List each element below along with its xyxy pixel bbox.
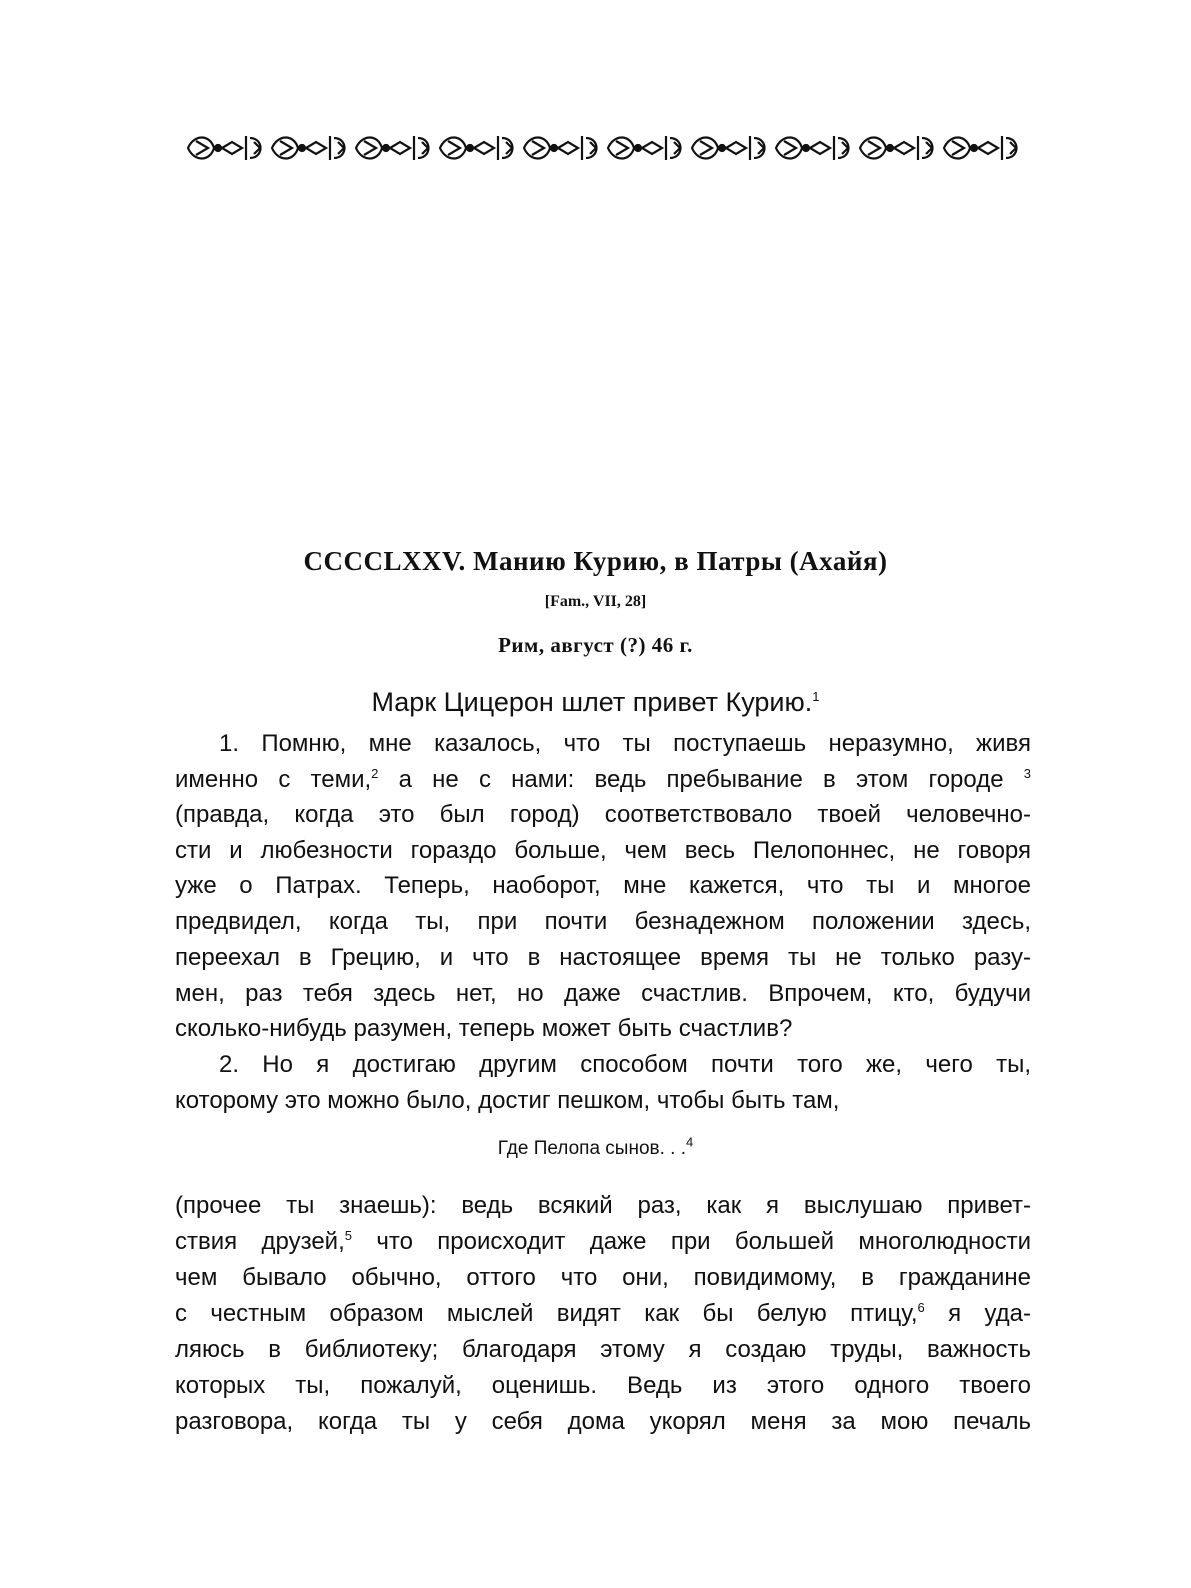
text-line: сколько-нибудь разумен, теперь может быть счастлив?: [175, 1015, 793, 1042]
text-line: [175, 1299, 1031, 1329]
footnote-marker: 2: [371, 766, 379, 781]
text-line: уже о Патрах. Теперь, наоборот, мне кажется, что ты и многое: [175, 872, 1031, 899]
text-fragment: я уда-: [948, 1300, 1031, 1327]
text-fragment: именно с теми,: [175, 766, 372, 793]
verse-quote: [160, 1134, 1031, 1160]
text-line: которому это можно было, достиг пешком, чтобы быть там,: [175, 1087, 840, 1114]
text-line: переехал в Грецию, и что в настоящее время ты не только разу-: [175, 944, 1031, 971]
text-fragment: ствия друзей,: [175, 1228, 345, 1255]
text-line: сти и любезности гораздо больше, чем весь Пелопоннес, не говоря: [175, 837, 1031, 864]
salutation-text: Марк Цицерон шлет привет Курию.: [371, 687, 813, 717]
text-line: разговора, когда ты у себя дома укорял меня за мою печаль: [175, 1408, 1031, 1435]
dateline: Рим, август (?) 46 г.: [498, 633, 693, 657]
footnote-marker: 3: [1023, 766, 1031, 781]
letter-title: CCCCLXXV. Манию Курию, в Патры (Ахайя): [303, 546, 888, 576]
footnote-marker: 4: [686, 1134, 694, 1150]
text-line: 2. Но я достигаю другим способом почти того же, чего ты,: [219, 1051, 1031, 1078]
footnote-marker: 1: [812, 689, 820, 704]
verse-text: Где Пелопа сынов. . .: [497, 1138, 686, 1159]
text-line: которых ты, пожалуй, оценишь. Ведь из этого одного твоего: [175, 1372, 1031, 1399]
footnote-marker: 5: [344, 1228, 352, 1243]
text-line: предвидел, когда ты, при почти безнадежном положении здесь,: [175, 908, 1031, 935]
text-fragment: что происходит даже при большей многолюдности: [376, 1228, 1031, 1255]
text-line: ляюсь в библиотеку; благодаря этому я создаю труды, важность: [175, 1336, 1031, 1363]
text-line: (прочее ты знаешь): ведь всякий раз, как я выслушаю привет-: [175, 1192, 1031, 1219]
text-line: чем бывало обычно, оттого что они, повидимому, в гражданине: [175, 1264, 1031, 1291]
salutation: [160, 687, 1031, 718]
text-line: [175, 1227, 1031, 1257]
text-line: (правда, когда это был город) соответствовало твоей человечно-: [175, 801, 1031, 828]
text-fragment: а не с нами: ведь пребывание в этом городе: [398, 766, 1004, 793]
text-line: [175, 765, 1031, 795]
text-line: мен, раз тебя здесь нет, но даже счастлив. Впрочем, кто, будучи: [175, 980, 1031, 1007]
text-fragment: с честным образом мыслей видят как бы белую птицу,: [175, 1300, 918, 1327]
footnote-marker: 6: [917, 1300, 925, 1315]
text-line: 1. Помню, мне казалось, что ты поступаешь неразумно, живя: [219, 730, 1031, 757]
decorative-border-icon: [184, 128, 1032, 168]
source-reference: [Fam., VII, 28]: [544, 593, 647, 610]
